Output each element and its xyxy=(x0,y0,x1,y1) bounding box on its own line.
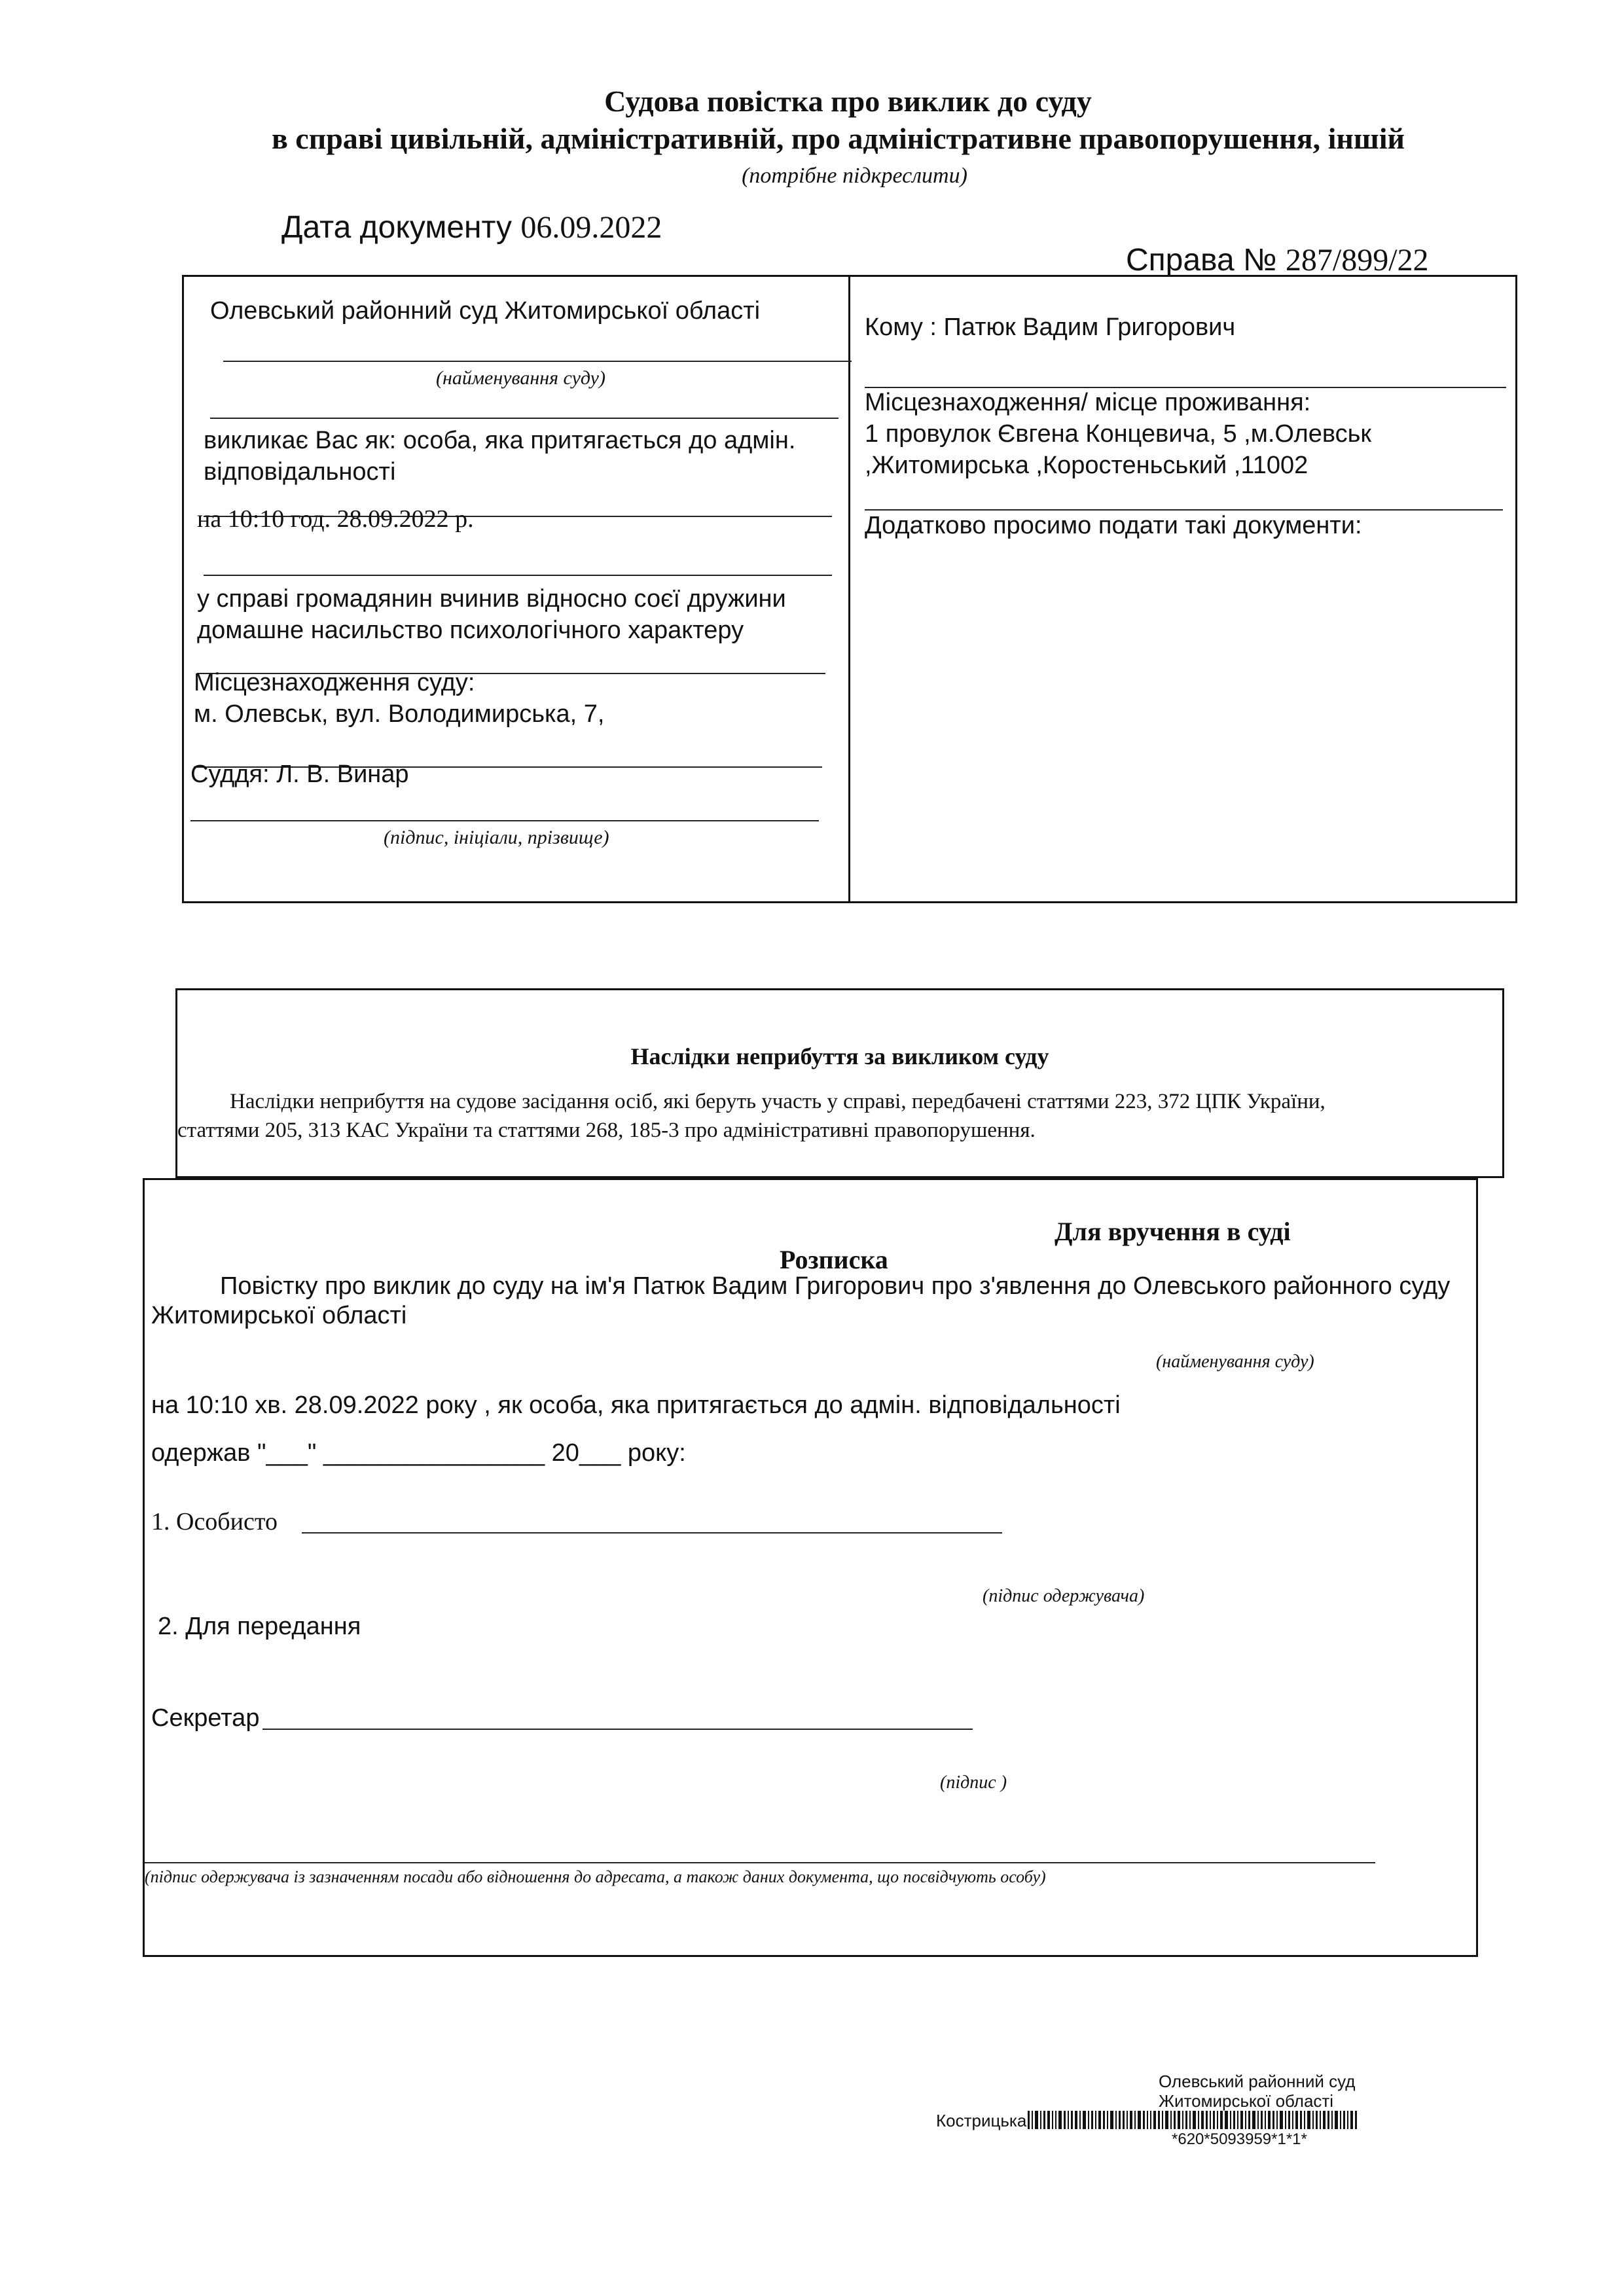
footer-court-line2: Житомирської області xyxy=(1159,2091,1334,2111)
secretary-signature-line xyxy=(262,1729,973,1730)
receipt-time-line: на 10:10 хв. 28.09.2022 року , як особа, яка притягається до адмін. відповідальності xyxy=(151,1391,1121,1419)
barcode-bar xyxy=(1130,2111,1132,2129)
barcode-bar xyxy=(1064,2111,1066,2129)
consequences-box xyxy=(175,988,1504,1178)
barcode-bar xyxy=(1083,2111,1086,2129)
judge-signature-line xyxy=(190,820,819,821)
underline-note: (потрібне підкреслити) xyxy=(742,164,967,188)
barcode-bar xyxy=(1193,2111,1196,2129)
judge-caption: (підпис, ініціали, прізвище) xyxy=(384,827,609,848)
barcode-bar xyxy=(1110,2111,1113,2129)
barcode-bar xyxy=(1240,2111,1243,2129)
case-description-line2: домашне насильство психологічного характеру xyxy=(197,617,744,644)
barcode-bar xyxy=(1032,2111,1033,2129)
receipt-box xyxy=(143,1178,1478,1957)
divider-line xyxy=(204,575,832,576)
barcode-bar xyxy=(1252,2111,1255,2129)
column-divider xyxy=(848,277,850,901)
barcode-bar xyxy=(1265,2111,1266,2129)
barcode-bar xyxy=(1075,2111,1077,2129)
barcode-bar xyxy=(1058,2111,1062,2129)
barcode-bar xyxy=(1257,2111,1259,2129)
personally-label: 1. Особисто xyxy=(151,1508,278,1535)
receipt-line1: Повістку про виклик до суду на ім'я Патюк Вадим Григорович про з'явлення до Олевського районного суду xyxy=(220,1272,1451,1300)
barcode-bar xyxy=(1347,2111,1348,2129)
barcode-bar xyxy=(1276,2111,1278,2129)
summons-subtitle: в справі цивільній, адміністративній, про адміністративне правопорушення, іншій xyxy=(271,122,1405,155)
barcode-bar xyxy=(1335,2111,1338,2129)
barcode-bar xyxy=(1295,2111,1298,2129)
barcode-bar xyxy=(1206,2111,1208,2129)
barcode-bar xyxy=(1292,2111,1293,2129)
barcode-bar xyxy=(1225,2111,1228,2129)
barcode-bar xyxy=(1088,2111,1089,2129)
barcode-bar xyxy=(1280,2111,1283,2129)
barcode-bar xyxy=(1233,2111,1235,2129)
barcode-bar xyxy=(1055,2111,1056,2129)
address-label: Місцезнаходження/ місце проживання: xyxy=(865,389,1311,416)
summons-box xyxy=(182,275,1517,903)
barcode-bar xyxy=(1098,2111,1101,2129)
barcode-bar xyxy=(1285,2111,1286,2129)
barcode-bar xyxy=(1143,2111,1145,2129)
court-location-label: Місцезнаходження суду: xyxy=(194,669,475,696)
barcode-bar xyxy=(1095,2111,1096,2129)
barcode-bar xyxy=(1323,2111,1326,2129)
barcode-bar xyxy=(1170,2111,1172,2129)
court-location: м. Олевськ, вул. Володимирська, 7, xyxy=(194,700,605,728)
barcode-bar xyxy=(1230,2111,1231,2129)
barcode-bar xyxy=(1268,2111,1271,2129)
case-number xyxy=(1126,242,1429,278)
barcode-bar xyxy=(1047,2111,1050,2129)
barcode-bar xyxy=(1189,2111,1191,2129)
footer-court-line1: Олевський районний суд xyxy=(1159,2072,1356,2091)
barcode-bar xyxy=(1071,2111,1073,2129)
bottom-signature-line xyxy=(145,1862,1375,1863)
barcode-bar xyxy=(1288,2111,1290,2129)
document-date xyxy=(281,209,662,245)
case-description-line1: у справі громадянин вчинив відносно соєї дружини xyxy=(197,585,786,613)
court-name-line xyxy=(223,361,852,362)
barcode-bar xyxy=(1210,2111,1211,2129)
barcode-bar xyxy=(1040,2111,1041,2129)
barcode-bar xyxy=(1331,2111,1333,2129)
personally-signature-line xyxy=(302,1532,1002,1534)
barcode-bar xyxy=(1174,2111,1176,2129)
barcode-bar xyxy=(1261,2111,1263,2129)
court-name-caption: (найменування суду) xyxy=(436,367,605,389)
barcode-bar xyxy=(1107,2111,1108,2129)
bottom-caption: (підпис одержувача із зазначенням посади або відношення до адресата, а також даних документа, що посвідчують особу) xyxy=(145,1867,1046,1886)
barcode-bar xyxy=(1343,2111,1345,2129)
consequences-title: Наслідки неприбуття за викликом суду xyxy=(630,1043,1049,1069)
barcode-bar xyxy=(1248,2111,1250,2129)
barcode-bar xyxy=(1138,2111,1141,2129)
called-as-line2: відповідальності xyxy=(204,458,396,486)
barcode-bar xyxy=(1123,2111,1125,2129)
barcode xyxy=(1028,2111,1486,2129)
barcode-bar xyxy=(1220,2111,1223,2129)
barcode-bar xyxy=(1043,2111,1045,2129)
barcode-bar xyxy=(1091,2111,1093,2129)
barcode-bar xyxy=(1162,2111,1163,2129)
hearing-time: на 10:10 год. 28.09.2022 р. xyxy=(197,505,474,533)
barcode-bar xyxy=(1028,2111,1030,2129)
summons-title: Судова повістка про виклик до суду xyxy=(604,84,1092,118)
barcode-bar xyxy=(1217,2111,1218,2129)
barcode-bar xyxy=(1350,2111,1353,2129)
extra-documents: Додатково просимо подати такі документи: xyxy=(865,512,1362,539)
received-date-line: одержав "___" ________________ 20___ року: xyxy=(151,1439,686,1467)
barcode-bar xyxy=(1079,2111,1081,2129)
court-name: Олевський районний суд Житомирської області xyxy=(210,297,761,325)
barcode-bar xyxy=(1035,2111,1038,2129)
for-transfer-label: 2. Для передання xyxy=(158,1613,361,1640)
recipient: Кому : Патюк Вадим Григорович xyxy=(865,314,1236,341)
case-number-value: 287/899/22 xyxy=(1285,243,1429,278)
barcode-bar xyxy=(1300,2111,1302,2129)
barcode-bar xyxy=(1115,2111,1117,2129)
called-as-line1: викликає Вас як: особа, яка притягається до адмін. xyxy=(204,427,796,454)
barcode-bar xyxy=(1134,2111,1136,2129)
barcode-bar xyxy=(1068,2111,1069,2129)
receipt-line2: Житомирської області xyxy=(151,1302,407,1329)
consequences-text-line2: статтями 205, 313 КАС України та статтями 268, 185-3 про адміністративні правопорушення. xyxy=(177,1119,1036,1142)
barcode-bar xyxy=(1316,2111,1318,2129)
divider-line xyxy=(865,509,1503,511)
barcode-bar xyxy=(1119,2111,1121,2129)
judge-name: Суддя: Л. В. Винар xyxy=(190,761,409,788)
document-date-label: Дата документу xyxy=(281,210,513,245)
barcode-bar xyxy=(1201,2111,1204,2129)
barcode-bar xyxy=(1327,2111,1329,2129)
barcode-bar xyxy=(1178,2111,1180,2129)
consequences-text-line1: Наслідки неприбуття на судове засідання осіб, які беруть участь у справі, передбачені статтями 223, 372 ЦПК України, xyxy=(230,1090,1326,1113)
divider-line xyxy=(210,418,839,419)
barcode-bar xyxy=(1150,2111,1151,2129)
barcode-bar xyxy=(1052,2111,1053,2129)
barcode-bar xyxy=(1158,2111,1160,2129)
secretary-label: Секретар xyxy=(151,1704,260,1732)
barcode-bar xyxy=(1304,2111,1305,2129)
receipt-court-caption: (найменування суду) xyxy=(1156,1352,1314,1372)
document-date-value: 06.09.2022 xyxy=(520,210,662,245)
barcode-bar xyxy=(1185,2111,1187,2129)
case-number-label: Справа № xyxy=(1126,243,1277,278)
barcode-text: *620*5093959*1*1* xyxy=(1172,2130,1307,2148)
secretary-caption: (підпис ) xyxy=(940,1772,1007,1793)
barcode-bar xyxy=(1213,2111,1215,2129)
barcode-bar xyxy=(1103,2111,1105,2129)
barcode-bar xyxy=(1340,2111,1341,2129)
barcode-bar xyxy=(1245,2111,1246,2129)
receipt-title: Розписка xyxy=(780,1245,888,1274)
barcode-bar xyxy=(1153,2111,1156,2129)
barcode-bar xyxy=(1198,2111,1199,2129)
barcode-bar xyxy=(1312,2111,1314,2129)
barcode-bar xyxy=(1307,2111,1310,2129)
barcode-bar xyxy=(1127,2111,1128,2129)
barcode-bar xyxy=(1147,2111,1148,2129)
address-line2: ,Житомирська ,Коростеньський ,11002 xyxy=(865,452,1308,479)
barcode-bar xyxy=(1237,2111,1238,2129)
barcode-bar xyxy=(1272,2111,1274,2129)
barcode-bar xyxy=(1320,2111,1321,2129)
for-court-delivery: Для вручення в суді xyxy=(1055,1217,1291,1246)
footer-clerk: Кострицька xyxy=(936,2111,1027,2130)
barcode-bar xyxy=(1165,2111,1168,2129)
recipient-signature-caption: (підпис одержувача) xyxy=(983,1586,1145,1606)
address-line1: 1 провулок Євгена Концевича, 5 ,м.Олевськ xyxy=(865,420,1372,448)
barcode-bar xyxy=(1182,2111,1183,2129)
barcode-bar xyxy=(1355,2111,1357,2129)
